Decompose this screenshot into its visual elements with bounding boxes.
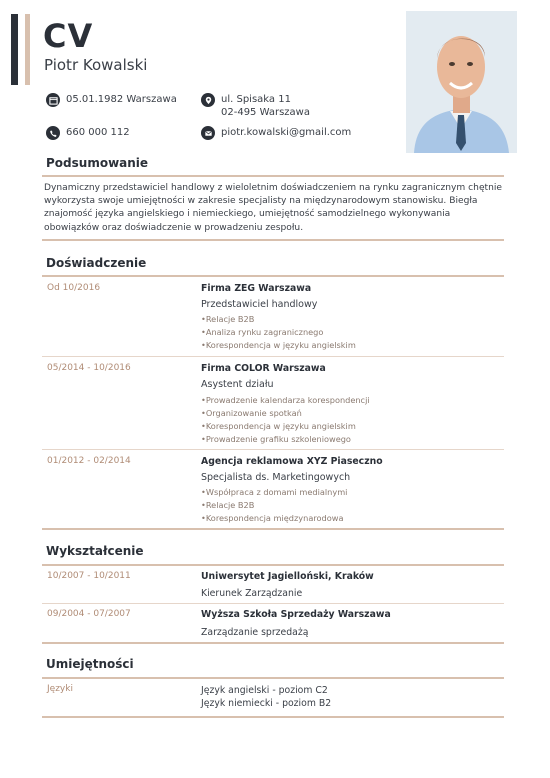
list-item: Język niemiecki - poziom B2 <box>201 698 332 709</box>
contact-address <box>201 93 310 119</box>
location-pin-icon <box>201 93 215 107</box>
experience-3-company: Agencja reklamowa XYZ Piaseczno <box>201 456 383 467</box>
birth-text: 05.01.1982 Warszawa <box>66 94 177 105</box>
summary-top-divider <box>42 175 504 177</box>
address-line-1: ul. Spisaka 11 <box>221 94 291 105</box>
skills-category-label: Języki <box>47 684 73 694</box>
person-name: Piotr Kowalski <box>44 56 148 74</box>
envelope-icon <box>201 126 215 140</box>
experience-bottom-divider <box>42 528 504 530</box>
list-item: • Organizowanie spotkań <box>201 407 370 420</box>
education-2-field: Zarządzanie sprzedażą <box>201 627 309 638</box>
experience-2-date: 05/2014 - 10/2016 <box>47 363 131 373</box>
list-item: • Relacje B2B <box>201 499 347 512</box>
summary-text: Dynamiczny przedstawiciel handlowy z wieloletnim doświadczeniem na rynku zagranicznym chętnie wykorzysta swoje umiejętności w zakresie specjalisty na międzynarodowym stanowisku. Biegła znajomość języka angielskiego i niemieckiego, umiejętność samodzielnego wykonywania obowiązków oraz doświadczenie w prowadzeniu zespołu. <box>44 183 502 233</box>
list-item: • Korespondencja w języku angielskim <box>201 420 370 433</box>
experience-1-date: Od 10/2016 <box>47 283 101 293</box>
education-section-title: Wykształcenie <box>46 544 144 558</box>
education-2-school: Wyższa Szkoła Sprzedaży Warszawa <box>201 609 391 620</box>
experience-divider <box>42 356 504 357</box>
experience-2-role: Asystent działu <box>201 379 274 390</box>
summary-bottom-divider <box>42 239 504 241</box>
experience-3-date: 01/2012 - 02/2014 <box>47 456 131 466</box>
experience-1-role: Przedstawiciel handlowy <box>201 299 318 310</box>
list-item: • Korespondencja międzynarodowa <box>201 512 347 525</box>
cv-title: CV <box>43 17 94 55</box>
summary-section-title: Podsumowanie <box>46 156 149 170</box>
list-item: • Prowadzenie kalendarza korespondencji <box>201 394 370 407</box>
list-item: • Relacje B2B <box>201 313 356 326</box>
experience-2-company: Firma COLOR Warszawa <box>201 363 326 374</box>
list-item: • Korespondencja w języku angielskim <box>201 339 356 352</box>
profile-photo <box>406 11 517 153</box>
header-accent-bar-dark <box>11 14 18 85</box>
header-accent-bar-beige <box>25 14 30 85</box>
education-1-school: Uniwersytet Jagielloński, Kraków <box>201 571 374 582</box>
education-1-field: Kierunek Zarządzanie <box>201 588 303 599</box>
calendar-icon <box>46 93 60 107</box>
education-1-date: 10/2007 - 10/2011 <box>47 571 131 581</box>
contact-email <box>201 126 351 140</box>
experience-3-role: Specjalista ds. Marketingowych <box>201 472 351 483</box>
address-line-2: 02-495 Warszawa <box>221 107 310 118</box>
skills-list <box>201 684 331 710</box>
experience-section-title: Doświadczenie <box>46 256 147 270</box>
list-item: • Analiza rynku zagranicznego <box>201 326 356 339</box>
list-item: • Współpraca z domami medialnymi <box>201 486 347 499</box>
education-bottom-divider <box>42 642 504 644</box>
education-top-divider <box>42 564 504 566</box>
skills-top-divider <box>42 677 504 679</box>
experience-divider <box>42 449 504 450</box>
skills-section-title: Umiejętności <box>46 657 134 671</box>
list-item: • Prowadzenie grafiku szkoleniowego <box>201 433 370 446</box>
education-2-date: 09/2004 - 07/2007 <box>47 609 131 619</box>
list-item: Język angielski - poziom C2 <box>201 685 328 696</box>
experience-2-duties <box>201 394 370 446</box>
experience-3-duties <box>201 486 347 525</box>
experience-top-divider <box>42 275 504 277</box>
experience-1-duties <box>201 313 356 352</box>
contact-birth <box>46 93 177 107</box>
experience-1-company: Firma ZEG Warszawa <box>201 283 312 294</box>
email-text: piotr.kowalski@gmail.com <box>221 127 352 138</box>
phone-text: 660 000 112 <box>66 127 130 138</box>
phone-icon <box>46 126 60 140</box>
contact-phone <box>46 126 130 140</box>
skills-bottom-divider <box>42 716 504 718</box>
education-divider <box>42 603 504 604</box>
